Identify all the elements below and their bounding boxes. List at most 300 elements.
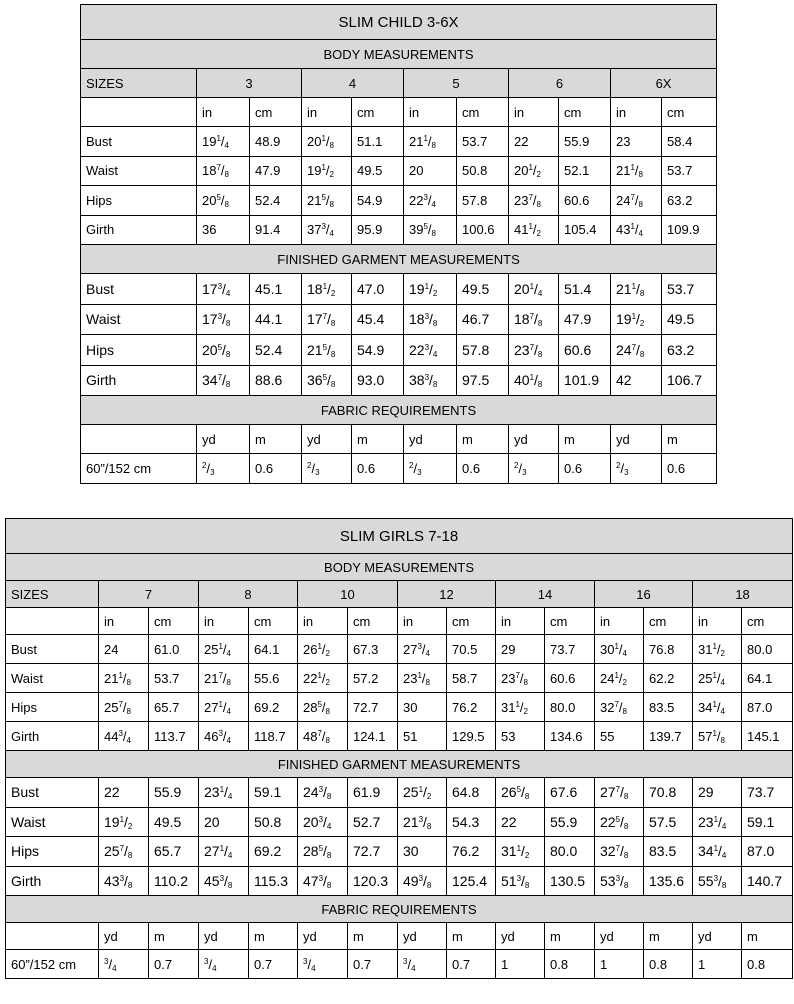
measurement-cell: $25^1/_2$ (398, 778, 447, 808)
measurement-cell: 91.4 (250, 215, 302, 245)
measurement-cell: $23^1/_4$ (199, 778, 249, 808)
measurement-cell: 118.7 (249, 722, 298, 751)
row-label: Waist (6, 664, 99, 693)
body-measurement-row (6, 635, 793, 664)
measurement-cell: 113.7 (149, 722, 199, 751)
measurement-cell: 65.7 (149, 693, 199, 722)
size-heading: 3 (197, 69, 302, 98)
unit-label: in (99, 608, 149, 635)
measurement-cell: $22^5/_8$ (595, 807, 644, 837)
measurement-cell: $25^1/_4$ (693, 664, 742, 693)
measurement-cell: 69.2 (249, 693, 298, 722)
measurement-cell: $19^1/_2$ (99, 807, 149, 837)
measurement-cell: $31^1/_2$ (693, 635, 742, 664)
measurement-cell: $39^5/_8$ (404, 215, 457, 245)
unit-label: yd (595, 923, 644, 950)
row-label: Hips (81, 335, 197, 366)
measurement-cell: 30 (398, 693, 447, 722)
measurement-cell: $30^1/_4$ (595, 635, 644, 664)
body-measurement-row (81, 127, 717, 157)
measurement-cell: $20^3/_4$ (298, 807, 348, 837)
measurement-cell: 64.1 (742, 664, 793, 693)
measurement-cell: $45^3/_8$ (199, 866, 249, 896)
measurement-cell: $20^5/_8$ (197, 335, 250, 366)
measurement-cell: 51.4 (559, 274, 611, 305)
measurement-cell: 47.0 (352, 274, 404, 305)
measurement-cell: $34^7/_8$ (197, 365, 250, 396)
measurement-cell: 72.7 (348, 837, 398, 867)
measurement-cell: 29 (693, 778, 742, 808)
unit-label: yd (197, 425, 250, 454)
unit-label: yd (404, 425, 457, 454)
measurement-cell: 125.4 (447, 866, 496, 896)
measurement-cell: $^2/_3$ (404, 454, 457, 484)
measurement-cell: $51^3/_8$ (496, 866, 545, 896)
measurement-cell: 54.9 (352, 335, 404, 366)
measurement-cell: 61.0 (149, 635, 199, 664)
measurement-cell: $32^7/_8$ (595, 837, 644, 867)
measurement-cell: $31^1/_2$ (496, 837, 545, 867)
unit-label: cm (348, 608, 398, 635)
row-label: Bust (6, 778, 99, 808)
measurement-cell: $22^1/_2$ (298, 664, 348, 693)
measurement-cell: $17^3/_4$ (197, 274, 250, 305)
measurement-cell: $20^5/_8$ (197, 186, 250, 216)
measurement-cell: 0.8 (644, 950, 693, 979)
measurement-cell: 52.4 (250, 335, 302, 366)
measurement-cell: 83.5 (644, 693, 693, 722)
measurement-cell: $25^1/_4$ (199, 635, 249, 664)
measurement-cell: 109.9 (662, 215, 717, 245)
unit-label: m (249, 923, 298, 950)
measurement-cell: $18^7/_8$ (197, 156, 250, 186)
unit-label: cm (662, 98, 717, 127)
measurement-cell: $43^3/_8$ (99, 866, 149, 896)
measurement-cell: 57.8 (457, 186, 509, 216)
measurement-cell: 87.0 (742, 693, 793, 722)
measurement-cell: 59.1 (249, 778, 298, 808)
measurement-cell: $40^1/_8$ (509, 365, 559, 396)
measurement-cell: 53.7 (149, 664, 199, 693)
measurement-cell: 1 (693, 950, 742, 979)
row-label: 60”/152 cm (81, 454, 197, 484)
unit-label: yd (398, 923, 447, 950)
measurement-cell: 0.7 (249, 950, 298, 979)
measurement-cell: 57.8 (457, 335, 509, 366)
chart-title-row (6, 519, 793, 554)
unit-label: in (509, 98, 559, 127)
measurement-cell: 55 (595, 722, 644, 751)
measurement-cell: 0.8 (742, 950, 793, 979)
measurement-cell: 55.9 (149, 778, 199, 808)
measurement-cell: 63.2 (662, 186, 717, 216)
finished-measurement-row (81, 335, 717, 366)
chart-title: SLIM CHILD 3-6X (81, 5, 717, 40)
body-measurement-row (81, 186, 717, 216)
row-label: Waist (6, 807, 99, 837)
measurement-cell: 48.9 (250, 127, 302, 157)
row-label: Girth (81, 215, 197, 245)
section-header-row (81, 40, 717, 69)
section-header-row (6, 751, 793, 778)
finished-measurement-row (6, 837, 793, 867)
measurement-cell: 30 (398, 837, 447, 867)
measurement-cell: 95.9 (352, 215, 404, 245)
measurement-cell: 53.7 (662, 274, 717, 305)
measurement-cell: $38^3/_8$ (404, 365, 457, 396)
measurement-cell: $21^1/_8$ (404, 127, 457, 157)
finished-measurement-row (81, 274, 717, 305)
measurement-cell: 129.5 (447, 722, 496, 751)
measurement-cell: 93.0 (352, 365, 404, 396)
measurement-cell: $19^1/_2$ (404, 274, 457, 305)
measurement-cell: $23^7/_8$ (509, 186, 559, 216)
body-measurement-row (81, 156, 717, 186)
measurement-cell: $26^5/_8$ (496, 778, 545, 808)
unit-label: yd (302, 425, 352, 454)
measurement-cell: $19^1/_4$ (197, 127, 250, 157)
measurement-cell: $19^1/_2$ (302, 156, 352, 186)
row-label: 60”/152 cm (6, 950, 99, 979)
size-heading: 14 (496, 581, 595, 608)
unit-label: m (644, 923, 693, 950)
measurement-cell: 20 (199, 807, 249, 837)
measurement-cell: 87.0 (742, 837, 793, 867)
unit-label: in (398, 608, 447, 635)
measurement-cell: $27^7/_8$ (595, 778, 644, 808)
measurement-cell: 55.9 (545, 807, 595, 837)
measurement-cell: $20^1/_8$ (302, 127, 352, 157)
measurement-cell: $28^5/_8$ (298, 693, 348, 722)
measurement-cell: $44^3/_4$ (99, 722, 149, 751)
size-heading: 10 (298, 581, 398, 608)
measurement-cell: 64.8 (447, 778, 496, 808)
measurement-cell: 70.5 (447, 635, 496, 664)
measurement-cell: 65.7 (149, 837, 199, 867)
unit-label: cm (457, 98, 509, 127)
unit-label: yd (298, 923, 348, 950)
measurement-cell: 0.6 (250, 454, 302, 484)
fabric-units-row (81, 425, 717, 454)
body-measurement-row (6, 664, 793, 693)
units-row (6, 608, 793, 635)
measurement-cell: 49.5 (149, 807, 199, 837)
measurement-cell: 80.0 (545, 837, 595, 867)
unit-label: in (302, 98, 352, 127)
measurement-cell: 42 (611, 365, 662, 396)
measurement-cell: $18^3/_8$ (404, 304, 457, 335)
section-header: BODY MEASUREMENTS (6, 554, 793, 581)
measurement-cell: $21^5/_8$ (302, 186, 352, 216)
measurement-cell: $^3/_4$ (398, 950, 447, 979)
measurement-cell: $34^1/_4$ (693, 837, 742, 867)
sizes-label: SIZES (81, 69, 197, 98)
measurement-cell: 51.1 (352, 127, 404, 157)
unit-label: cm (352, 98, 404, 127)
measurement-cell: 0.7 (348, 950, 398, 979)
unit-label: m (447, 923, 496, 950)
measurement-cell: 22 (509, 127, 559, 157)
unit-label: m (149, 923, 199, 950)
measurement-cell: 101.9 (559, 365, 611, 396)
measurement-cell: 49.5 (352, 156, 404, 186)
unit-label: m (559, 425, 611, 454)
measurement-cell: $43^1/_4$ (611, 215, 662, 245)
slim-child-size-chart (80, 4, 717, 484)
measurement-cell: 0.6 (559, 454, 611, 484)
unit-label: cm (644, 608, 693, 635)
measurement-cell: 60.6 (545, 664, 595, 693)
measurement-cell: 0.8 (545, 950, 595, 979)
measurement-cell: 20 (404, 156, 457, 186)
measurement-cell: 59.1 (742, 807, 793, 837)
measurement-cell: $18^7/_8$ (509, 304, 559, 335)
measurement-cell: 61.9 (348, 778, 398, 808)
measurement-cell: 105.4 (559, 215, 611, 245)
measurement-cell: $19^1/_2$ (611, 304, 662, 335)
measurement-cell: 49.5 (662, 304, 717, 335)
measurement-cell: 0.7 (149, 950, 199, 979)
measurement-cell: 58.7 (447, 664, 496, 693)
measurement-cell: $27^1/_4$ (199, 693, 249, 722)
measurement-cell: 60.6 (559, 335, 611, 366)
unit-label: cm (559, 98, 611, 127)
measurement-cell: $21^7/_8$ (199, 664, 249, 693)
fabric-requirement-row (81, 454, 717, 484)
measurement-cell: 49.5 (457, 274, 509, 305)
measurement-cell: 124.1 (348, 722, 398, 751)
row-label: Bust (81, 274, 197, 305)
measurement-cell: $21^3/_8$ (398, 807, 447, 837)
measurement-cell: 36 (197, 215, 250, 245)
measurement-cell: 55.6 (249, 664, 298, 693)
measurement-cell: $24^7/_8$ (611, 335, 662, 366)
measurement-cell: 80.0 (545, 693, 595, 722)
measurement-cell: 70.8 (644, 778, 693, 808)
measurement-cell: 76.8 (644, 635, 693, 664)
unit-label: m (352, 425, 404, 454)
size-heading: 5 (404, 69, 509, 98)
measurement-cell: 120.3 (348, 866, 398, 896)
measurement-cell: $23^7/_8$ (509, 335, 559, 366)
unit-label: cm (447, 608, 496, 635)
measurement-cell: 88.6 (250, 365, 302, 396)
measurement-cell: $21^1/_8$ (99, 664, 149, 693)
finished-measurement-row (81, 365, 717, 396)
row-label: Hips (6, 693, 99, 722)
unit-label: yd (693, 923, 742, 950)
measurement-cell: 135.6 (644, 866, 693, 896)
measurement-cell: 46.7 (457, 304, 509, 335)
section-header-row (6, 896, 793, 923)
measurement-cell: 54.9 (352, 186, 404, 216)
section-header: FABRIC REQUIREMENTS (6, 896, 793, 923)
row-label: Girth (6, 866, 99, 896)
measurement-cell: 53.7 (457, 127, 509, 157)
measurement-cell: 0.6 (662, 454, 717, 484)
unit-label: in (404, 98, 457, 127)
measurement-cell: $34^1/_4$ (693, 693, 742, 722)
measurement-cell: $^2/_3$ (611, 454, 662, 484)
size-heading: 7 (99, 581, 199, 608)
measurement-cell: $23^1/_4$ (693, 807, 742, 837)
unit-label: m (348, 923, 398, 950)
measurement-cell: $24^1/_2$ (595, 664, 644, 693)
body-measurement-row (6, 693, 793, 722)
measurement-cell: 58.4 (662, 127, 717, 157)
measurement-cell: 47.9 (250, 156, 302, 186)
sizes-row (6, 581, 793, 608)
measurement-cell: 145.1 (742, 722, 793, 751)
measurement-cell: 134.6 (545, 722, 595, 751)
unit-label: in (595, 608, 644, 635)
unit-label: in (298, 608, 348, 635)
measurement-cell: 60.6 (559, 186, 611, 216)
measurement-cell: 45.1 (250, 274, 302, 305)
fabric-requirement-row (6, 950, 793, 979)
measurement-cell: 57.2 (348, 664, 398, 693)
measurement-cell: $22^3/_4$ (404, 335, 457, 366)
unit-label: in (197, 98, 250, 127)
measurement-cell: 76.2 (447, 693, 496, 722)
measurement-cell: $20^1/_4$ (509, 274, 559, 305)
measurement-cell: $^3/_4$ (199, 950, 249, 979)
row-label: Girth (81, 365, 197, 396)
measurement-cell: 130.5 (545, 866, 595, 896)
measurement-cell: 115.3 (249, 866, 298, 896)
measurement-cell: $^2/_3$ (509, 454, 559, 484)
measurement-cell: 0.7 (447, 950, 496, 979)
measurement-cell: $49^3/_8$ (398, 866, 447, 896)
measurement-cell: 50.8 (457, 156, 509, 186)
measurement-cell: 63.2 (662, 335, 717, 366)
measurement-cell: $21^1/_8$ (611, 274, 662, 305)
measurement-cell: $23^1/_8$ (398, 664, 447, 693)
measurement-cell: $24^3/_8$ (298, 778, 348, 808)
measurement-cell: $24^7/_8$ (611, 186, 662, 216)
measurement-cell: $20^1/_2$ (509, 156, 559, 186)
measurement-cell: 83.5 (644, 837, 693, 867)
row-label: Hips (6, 837, 99, 867)
measurement-cell: 1 (595, 950, 644, 979)
measurement-cell: $27^1/_4$ (199, 837, 249, 867)
measurement-cell: $36^5/_8$ (302, 365, 352, 396)
measurement-cell: 67.6 (545, 778, 595, 808)
measurement-cell: 53.7 (662, 156, 717, 186)
measurement-cell: $^3/_4$ (99, 950, 149, 979)
sizes-row (81, 69, 717, 98)
measurement-cell: 140.7 (742, 866, 793, 896)
section-header: FABRIC REQUIREMENTS (81, 396, 717, 425)
unit-label: cm (742, 608, 793, 635)
measurement-cell: 45.4 (352, 304, 404, 335)
unit-label: m (250, 425, 302, 454)
size-heading: 6X (611, 69, 717, 98)
units-row (81, 98, 717, 127)
sizes-label: SIZES (6, 581, 99, 608)
measurement-cell: 80.0 (742, 635, 793, 664)
measurement-cell: 0.6 (352, 454, 404, 484)
size-heading: 16 (595, 581, 693, 608)
slim-girls-size-chart (5, 518, 793, 979)
unit-label: m (742, 923, 793, 950)
empty-cell (81, 425, 197, 454)
measurement-cell: 53 (496, 722, 545, 751)
finished-measurement-row (81, 304, 717, 335)
row-label: Girth (6, 722, 99, 751)
unit-label: m (457, 425, 509, 454)
row-label: Waist (81, 304, 197, 335)
measurement-cell: 73.7 (545, 635, 595, 664)
measurement-cell: $55^3/_8$ (693, 866, 742, 896)
measurement-cell: 52.4 (250, 186, 302, 216)
unit-label: m (662, 425, 717, 454)
measurement-cell: 106.7 (662, 365, 717, 396)
unit-label: yd (99, 923, 149, 950)
finished-measurement-row (6, 866, 793, 896)
empty-cell (81, 98, 197, 127)
measurement-cell: 73.7 (742, 778, 793, 808)
measurement-cell: $^2/_3$ (302, 454, 352, 484)
measurement-cell: 64.1 (249, 635, 298, 664)
measurement-cell: $21^1/_8$ (611, 156, 662, 186)
measurement-cell: $26^1/_2$ (298, 635, 348, 664)
section-header-row (81, 245, 717, 274)
measurement-cell: $22^3/_4$ (404, 186, 457, 216)
measurement-cell: $17^7/_8$ (302, 304, 352, 335)
chart-title: SLIM GIRLS 7-18 (6, 519, 793, 554)
chart-title-row (81, 5, 717, 40)
empty-cell (6, 608, 99, 635)
section-header: FINISHED GARMENT MEASUREMENTS (6, 751, 793, 778)
measurement-cell: 52.7 (348, 807, 398, 837)
measurement-cell: $23^7/_8$ (496, 664, 545, 693)
unit-label: in (199, 608, 249, 635)
measurement-cell: 50.8 (249, 807, 298, 837)
measurement-cell: $25^7/_8$ (99, 837, 149, 867)
measurement-cell: 110.2 (149, 866, 199, 896)
measurement-cell: $46^3/_4$ (199, 722, 249, 751)
measurement-cell: $28^5/_8$ (298, 837, 348, 867)
measurement-cell: 139.7 (644, 722, 693, 751)
unit-label: yd (509, 425, 559, 454)
row-label: Bust (81, 127, 197, 157)
measurement-cell: $47^3/_8$ (298, 866, 348, 896)
unit-label: cm (250, 98, 302, 127)
measurement-cell: 100.6 (457, 215, 509, 245)
measurement-cell: 47.9 (559, 304, 611, 335)
row-label: Waist (81, 156, 197, 186)
measurement-cell: 24 (99, 635, 149, 664)
size-heading: 18 (693, 581, 793, 608)
size-heading: 12 (398, 581, 496, 608)
measurement-cell: $21^5/_8$ (302, 335, 352, 366)
measurement-cell: $48^7/_8$ (298, 722, 348, 751)
measurement-cell: 62.2 (644, 664, 693, 693)
unit-label: yd (611, 425, 662, 454)
measurement-cell: 55.9 (559, 127, 611, 157)
measurement-cell: $53^3/_8$ (595, 866, 644, 896)
unit-label: in (496, 608, 545, 635)
unit-label: yd (496, 923, 545, 950)
measurement-cell: $^2/_3$ (197, 454, 250, 484)
unit-label: cm (249, 608, 298, 635)
unit-label: in (693, 608, 742, 635)
measurement-cell: $25^7/_8$ (99, 693, 149, 722)
measurement-cell: 69.2 (249, 837, 298, 867)
body-measurement-row (6, 722, 793, 751)
measurement-cell: $18^1/_2$ (302, 274, 352, 305)
